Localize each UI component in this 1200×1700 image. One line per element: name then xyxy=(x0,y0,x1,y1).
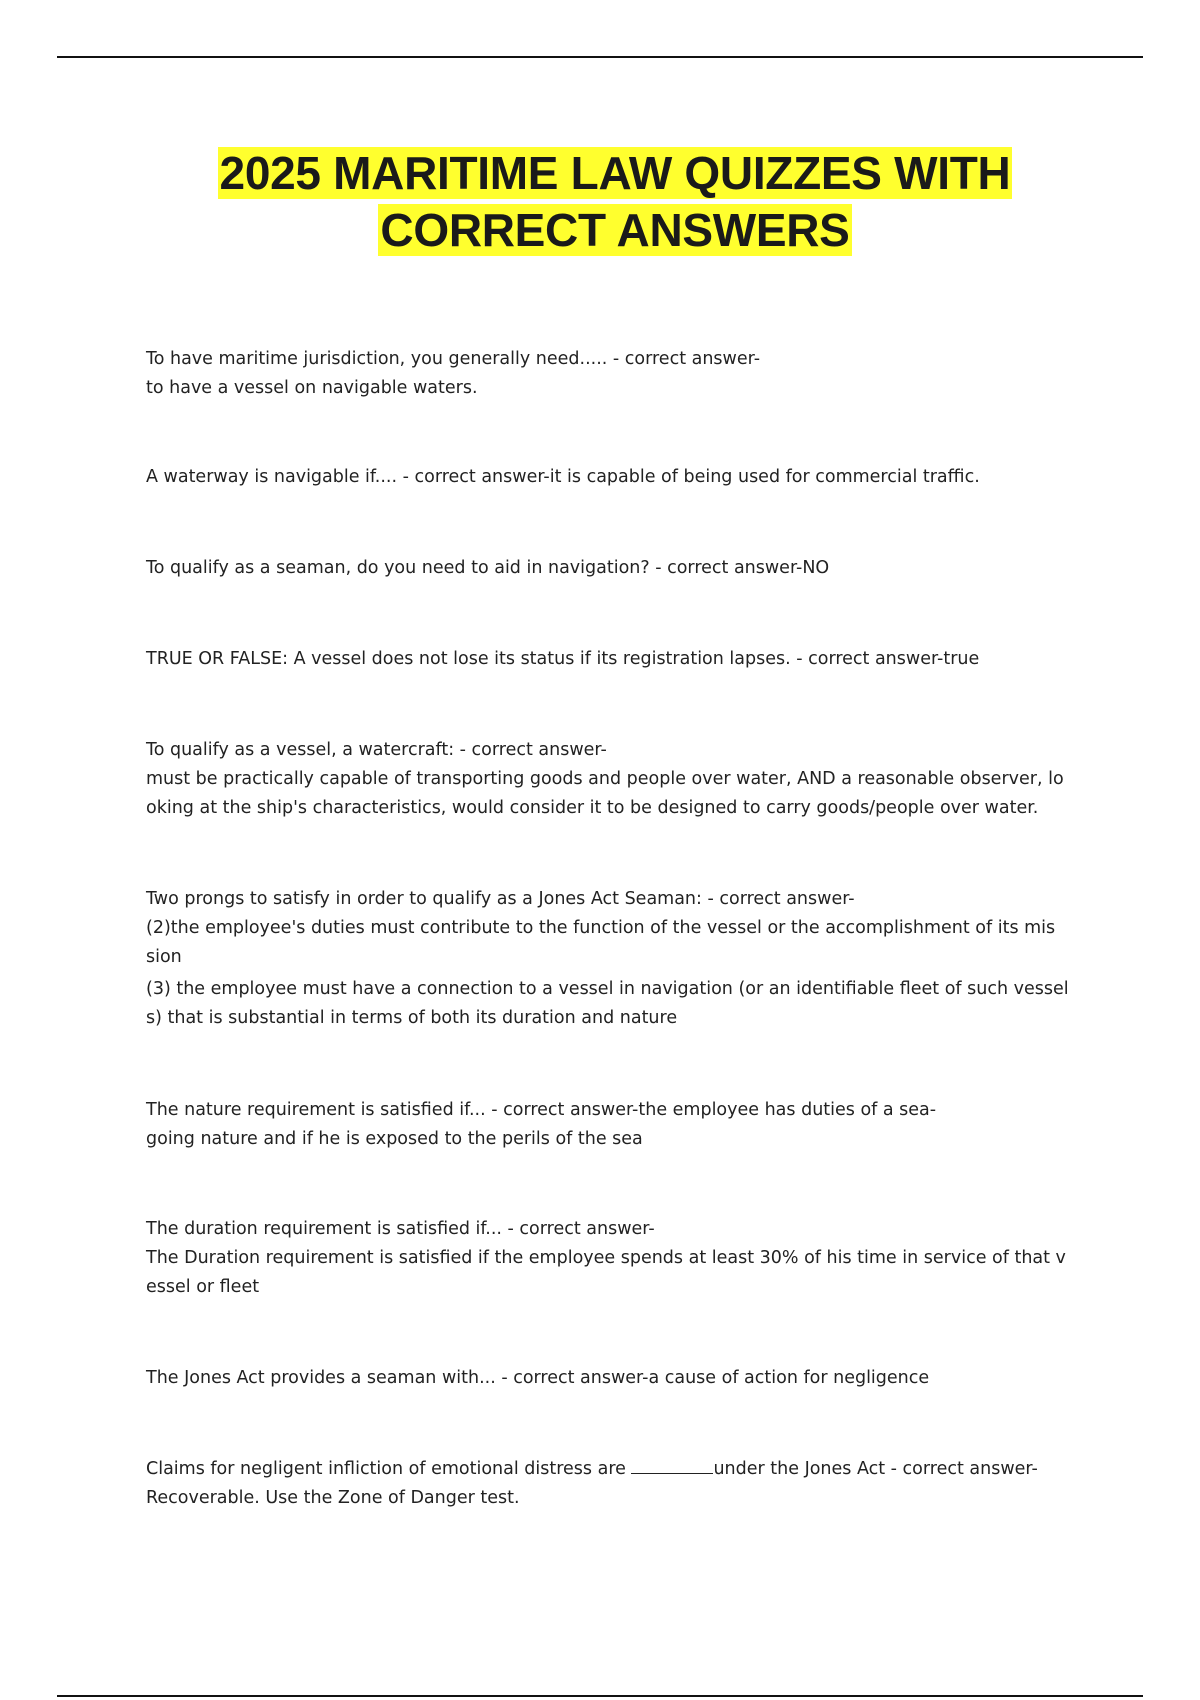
quiz-item-line: The duration requirement is satisfied if... - correct answer- xyxy=(146,1219,655,1239)
quiz-item-line: TRUE OR FALSE: A vessel does not lose its status if its registration lapses. - correct answer-true xyxy=(146,649,980,669)
fill-in-blank xyxy=(631,1455,713,1474)
quiz-item-line: The Jones Act provides a seaman with... - correct answer-a cause of action for negligence xyxy=(146,1368,930,1388)
quiz-item xyxy=(146,554,1086,583)
quiz-item xyxy=(146,736,1086,823)
bottom-rule xyxy=(57,1695,1143,1697)
quiz-item-line: going nature and if he is exposed to the perils of the sea xyxy=(146,1129,643,1149)
quiz-item xyxy=(146,885,1086,972)
quiz-item xyxy=(146,645,1086,674)
quiz-item-line: The Duration requirement is satisfied if the employee spends at least 30% of his time in service of that v xyxy=(146,1248,1066,1268)
quiz-item xyxy=(146,345,1086,403)
title-line-2: CORRECT ANSWERS xyxy=(380,204,850,256)
quiz-item-line: To qualify as a seaman, do you need to aid in navigation? - correct answer-NO xyxy=(146,558,830,578)
quiz-item-line: sion xyxy=(146,947,182,967)
quiz-item-text: Claims for negligent infliction of emotional distress are xyxy=(146,1459,632,1479)
quiz-item-line: A waterway is navigable if.... - correct answer-it is capable of being used for commercial traffic. xyxy=(146,467,980,487)
quiz-item-line: (2)the employee's duties must contribute to the function of the vessel or the accomplishment of its mis xyxy=(146,918,1056,938)
quiz-item-line: To have maritime jurisdiction, you generally need..... - correct answer- xyxy=(146,349,761,369)
quiz-item-line: essel or fleet xyxy=(146,1277,260,1297)
document-title xyxy=(0,145,1200,259)
quiz-item xyxy=(146,1364,1086,1393)
quiz-item-line: s) that is substantial in terms of both its duration and nature xyxy=(146,1008,678,1028)
quiz-item-line: Two prongs to satisfy in order to qualify as a Jones Act Seaman: - correct answer- xyxy=(146,889,855,909)
quiz-item xyxy=(146,463,1086,492)
quiz-item-line xyxy=(146,1455,1086,1484)
title-line-1: 2025 MARITIME LAW QUIZZES WITH xyxy=(219,147,1011,199)
quiz-item xyxy=(146,1215,1086,1302)
quiz-item-line: Recoverable. Use the Zone of Danger test. xyxy=(146,1488,520,1508)
quiz-item xyxy=(146,1455,1086,1513)
quiz-item-line: (3) the employee must have a connection to a vessel in navigation (or an identifiable fleet of such vessel xyxy=(146,979,1069,999)
quiz-item-line: oking at the ship's characteristics, would consider it to be designed to carry goods/people over water. xyxy=(146,798,1039,818)
top-rule xyxy=(57,56,1143,58)
quiz-item-line: must be practically capable of transporting goods and people over water, AND a reasonable observer, lo xyxy=(146,769,1064,789)
quiz-item xyxy=(146,975,1086,1033)
quiz-item-text: under the Jones Act - correct answer- xyxy=(713,1459,1038,1479)
quiz-item-line: to have a vessel on navigable waters. xyxy=(146,378,478,398)
quiz-item-line: The nature requirement is satisfied if... - correct answer-the employee has duties of a sea- xyxy=(146,1100,937,1120)
quiz-item xyxy=(146,1096,1086,1154)
quiz-item-line: To qualify as a vessel, a watercraft: - correct answer- xyxy=(146,740,607,760)
